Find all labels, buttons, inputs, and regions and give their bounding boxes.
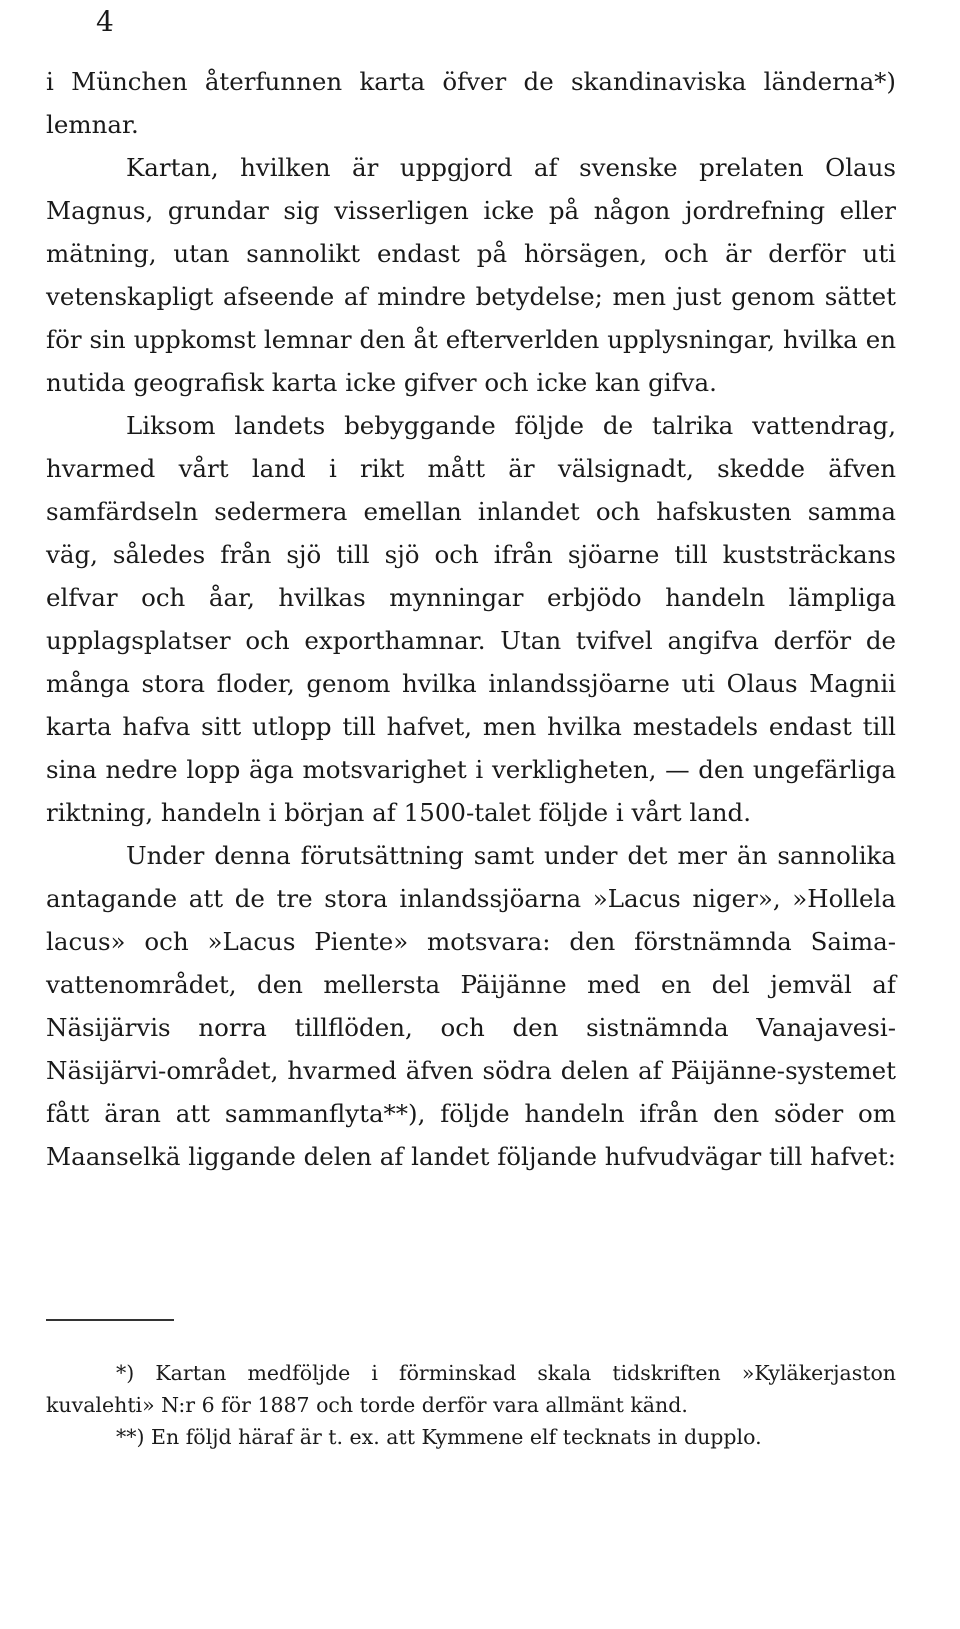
footnote-separator <box>46 1319 174 1321</box>
main-text <box>46 60 896 1178</box>
paragraph-4: Under denna förutsättning samt under det mer än sannolika antagande att de tre stora inlandssjöarna »Lacus niger», »Hollela lacus» och »Lacus Piente» motsvara: den förstnämnda Saima-vattenområdet, den mellersta Päijänne med en del jemväl af Näsijärvis norra tillflöden, och den sistnämnda Vanajavesi-Näsijärvi-området, hvarmed äfven södra delen af Päijänne-systemet fått äran att sammanflyta**), följde handeln ifrån den söder om Maanselkä liggande delen af landet följande hufvudvägar till hafvet: <box>46 841 897 1171</box>
paragraph-2: Kartan, hvilken är uppgjord af svenske prelaten Olaus Magnus, grundar sig visserligen icke på någon jordrefning eller mätning, utan sannolikt endast på hörsägen, och är derför uti vetenskapligt afseende af mindre betydelse; men just genom sättet för sin uppkomst lemnar den åt efterverlden upplysningar, hvilka en nutida geografisk karta icke gifver och icke kan gifva. <box>46 153 896 397</box>
paragraph-1: i München återfunnen karta öfver de skandinaviska länderna*) lemnar. <box>46 67 896 139</box>
footnotes <box>46 1357 896 1453</box>
footnote-1: *) Kartan medföljde i förminskad skala tidskriften »Kyläkerjaston kuvalehti» N:r 6 för 1887 och torde derför vara allmänt känd. <box>46 1361 896 1417</box>
paragraph-3: Liksom landets bebyggande följde de talrika vattendrag, hvarmed vårt land i rikt mått är välsignadt, skedde äfven samfärdseln sedermera emellan inlandet och hafskusten samma väg, således från sjö till sjö och ifrån sjöarne till kuststräckans elfvar och åar, hvilkas mynningar erbjödo handeln lämpliga upplagsplatser och exporthamnar. Utan tvifvel angifva derför de många stora floder, genom hvilka inlandssjöarne uti Olaus Magnii karta hafva sitt utlopp till hafvet, men hvilka mestadels endast till sina nedre lopp äga motsvarighet i verkligheten, — den ungefärliga riktning, handeln i början af 1500-talet följde i vårt land. <box>46 411 896 827</box>
page-number: 4 <box>96 5 114 38</box>
footnote-2: **) En följd häraf är t. ex. att Kymmene elf tecknats in dupplo. <box>116 1425 762 1449</box>
